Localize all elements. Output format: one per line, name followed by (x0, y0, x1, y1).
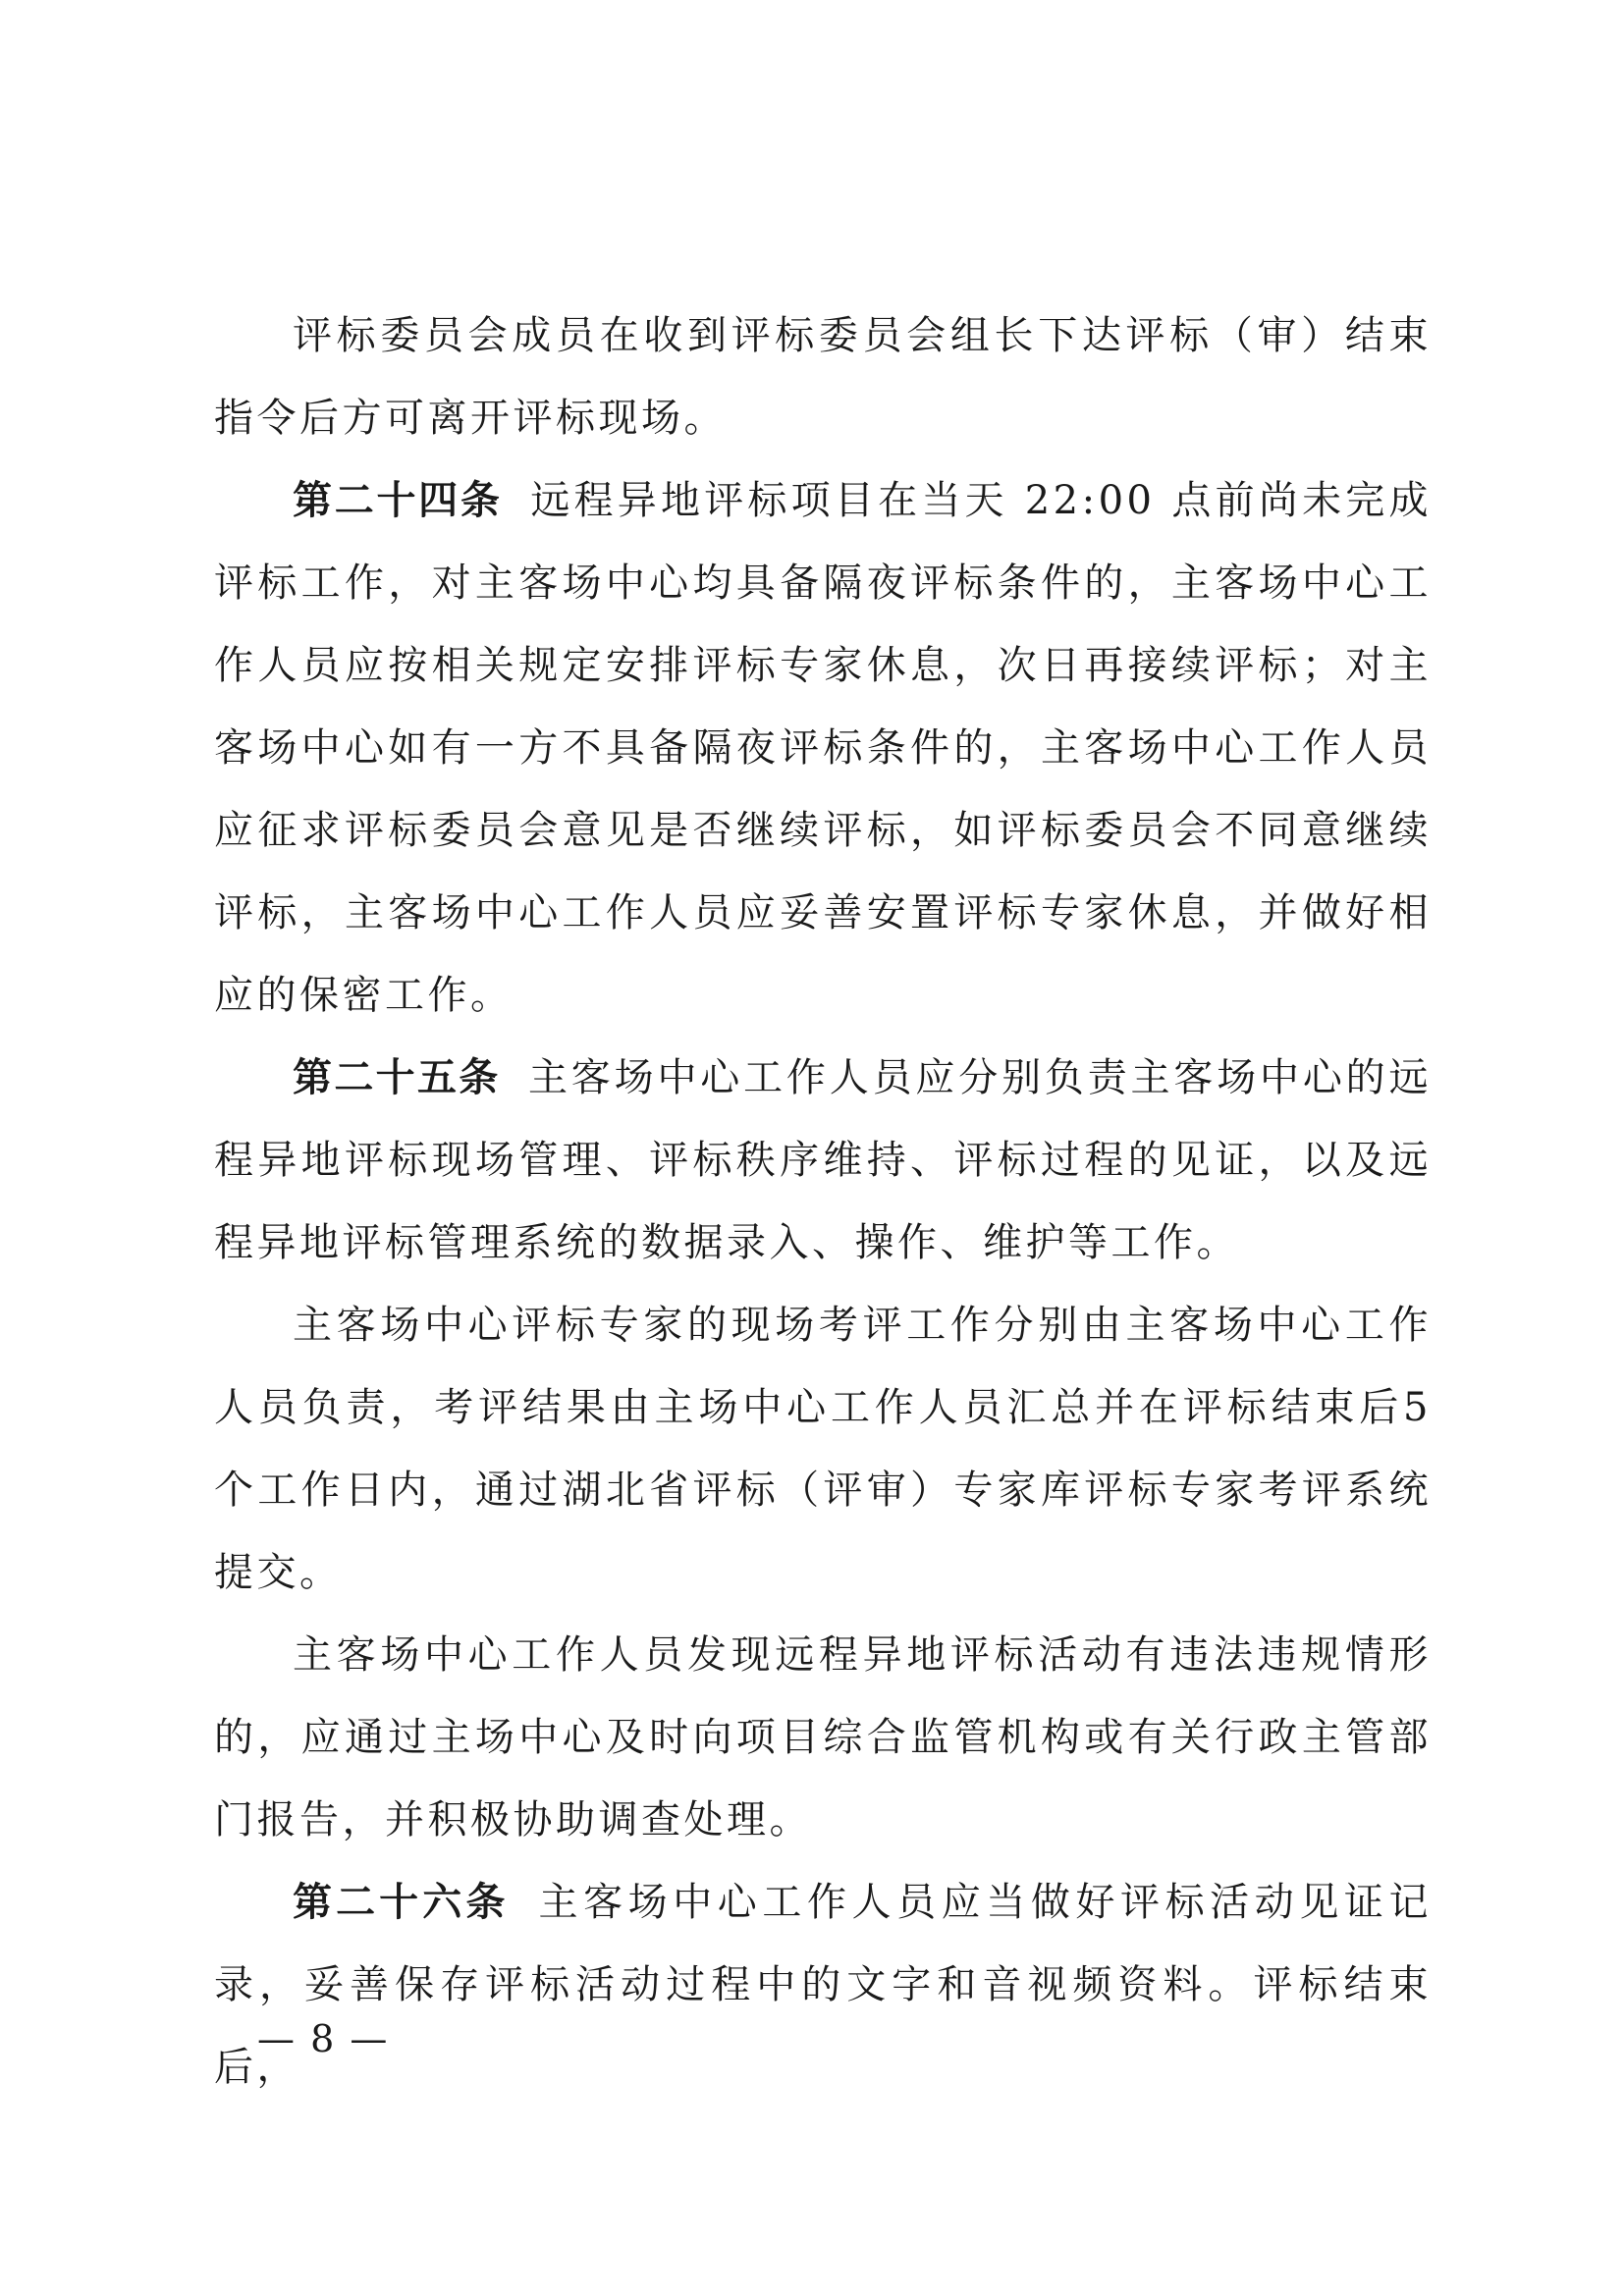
paragraph-4-text: 主客场中心评标专家的现场考评工作分别由主客场中心工作人员负责，考评结果由主场中心工作人员汇总并在评标结束后5个工作日内，通过湖北省评标（评审）专家库评标专家考评系统提交。 (214, 1303, 1432, 1595)
article-24-number: 第二十四条 (293, 478, 503, 523)
article-24-text: 远程异地评标项目在当天 22:00 点前尚未完成评标工作，对主客场中心均具备隔夜评标条件的，主客场中心工作人员应按相关规定安排评标专家休息，次日再接续评标；对主客场中心如有一方不具备隔夜评标条件的，主客场中心工作人员应征求评标委员会意见是否继续评标，如评标委员会不同意继续评标，主客场中心工作人员应妥善安置评标专家休息，并做好相应的保密工作。 (214, 478, 1433, 1018)
article-26-text: 主客场中心工作人员应当做好评标活动见证记录，妥善保存评标活动过程中的文字和音视频资料。评标结束后， (214, 1880, 1433, 2090)
paragraph-1 (214, 294, 1432, 459)
article-24-paragraph (214, 459, 1432, 1037)
article-25-number: 第二十五条 (293, 1055, 501, 1100)
page-number: — 8 — (257, 2017, 390, 2060)
article-25-text: 主客场中心工作人员应分别负责主客场中心的远程异地评标现场管理、评标秩序维持、评标过程的见证，以及远程异地评标管理系统的数据录入、操作、维护等工作。 (214, 1055, 1433, 1265)
article-26-paragraph (214, 1861, 1432, 2109)
article-26-number: 第二十六条 (293, 1880, 510, 1925)
document-body (214, 294, 1432, 2109)
paragraph-4 (214, 1284, 1432, 1614)
article-25-paragraph (214, 1037, 1432, 1284)
paragraph-5-text: 主客场中心工作人员发现远程异地评标活动有违法违规情形的，应通过主场中心及时向项目综合监管机构或有关行政主管部门报告，并积极协助调查处理。 (214, 1632, 1432, 1842)
paragraph-5 (214, 1614, 1432, 1861)
paragraph-1-text: 评标委员会成员在收到评标委员会组长下达评标（审）结束指令后方可离开评标现场。 (214, 313, 1432, 441)
